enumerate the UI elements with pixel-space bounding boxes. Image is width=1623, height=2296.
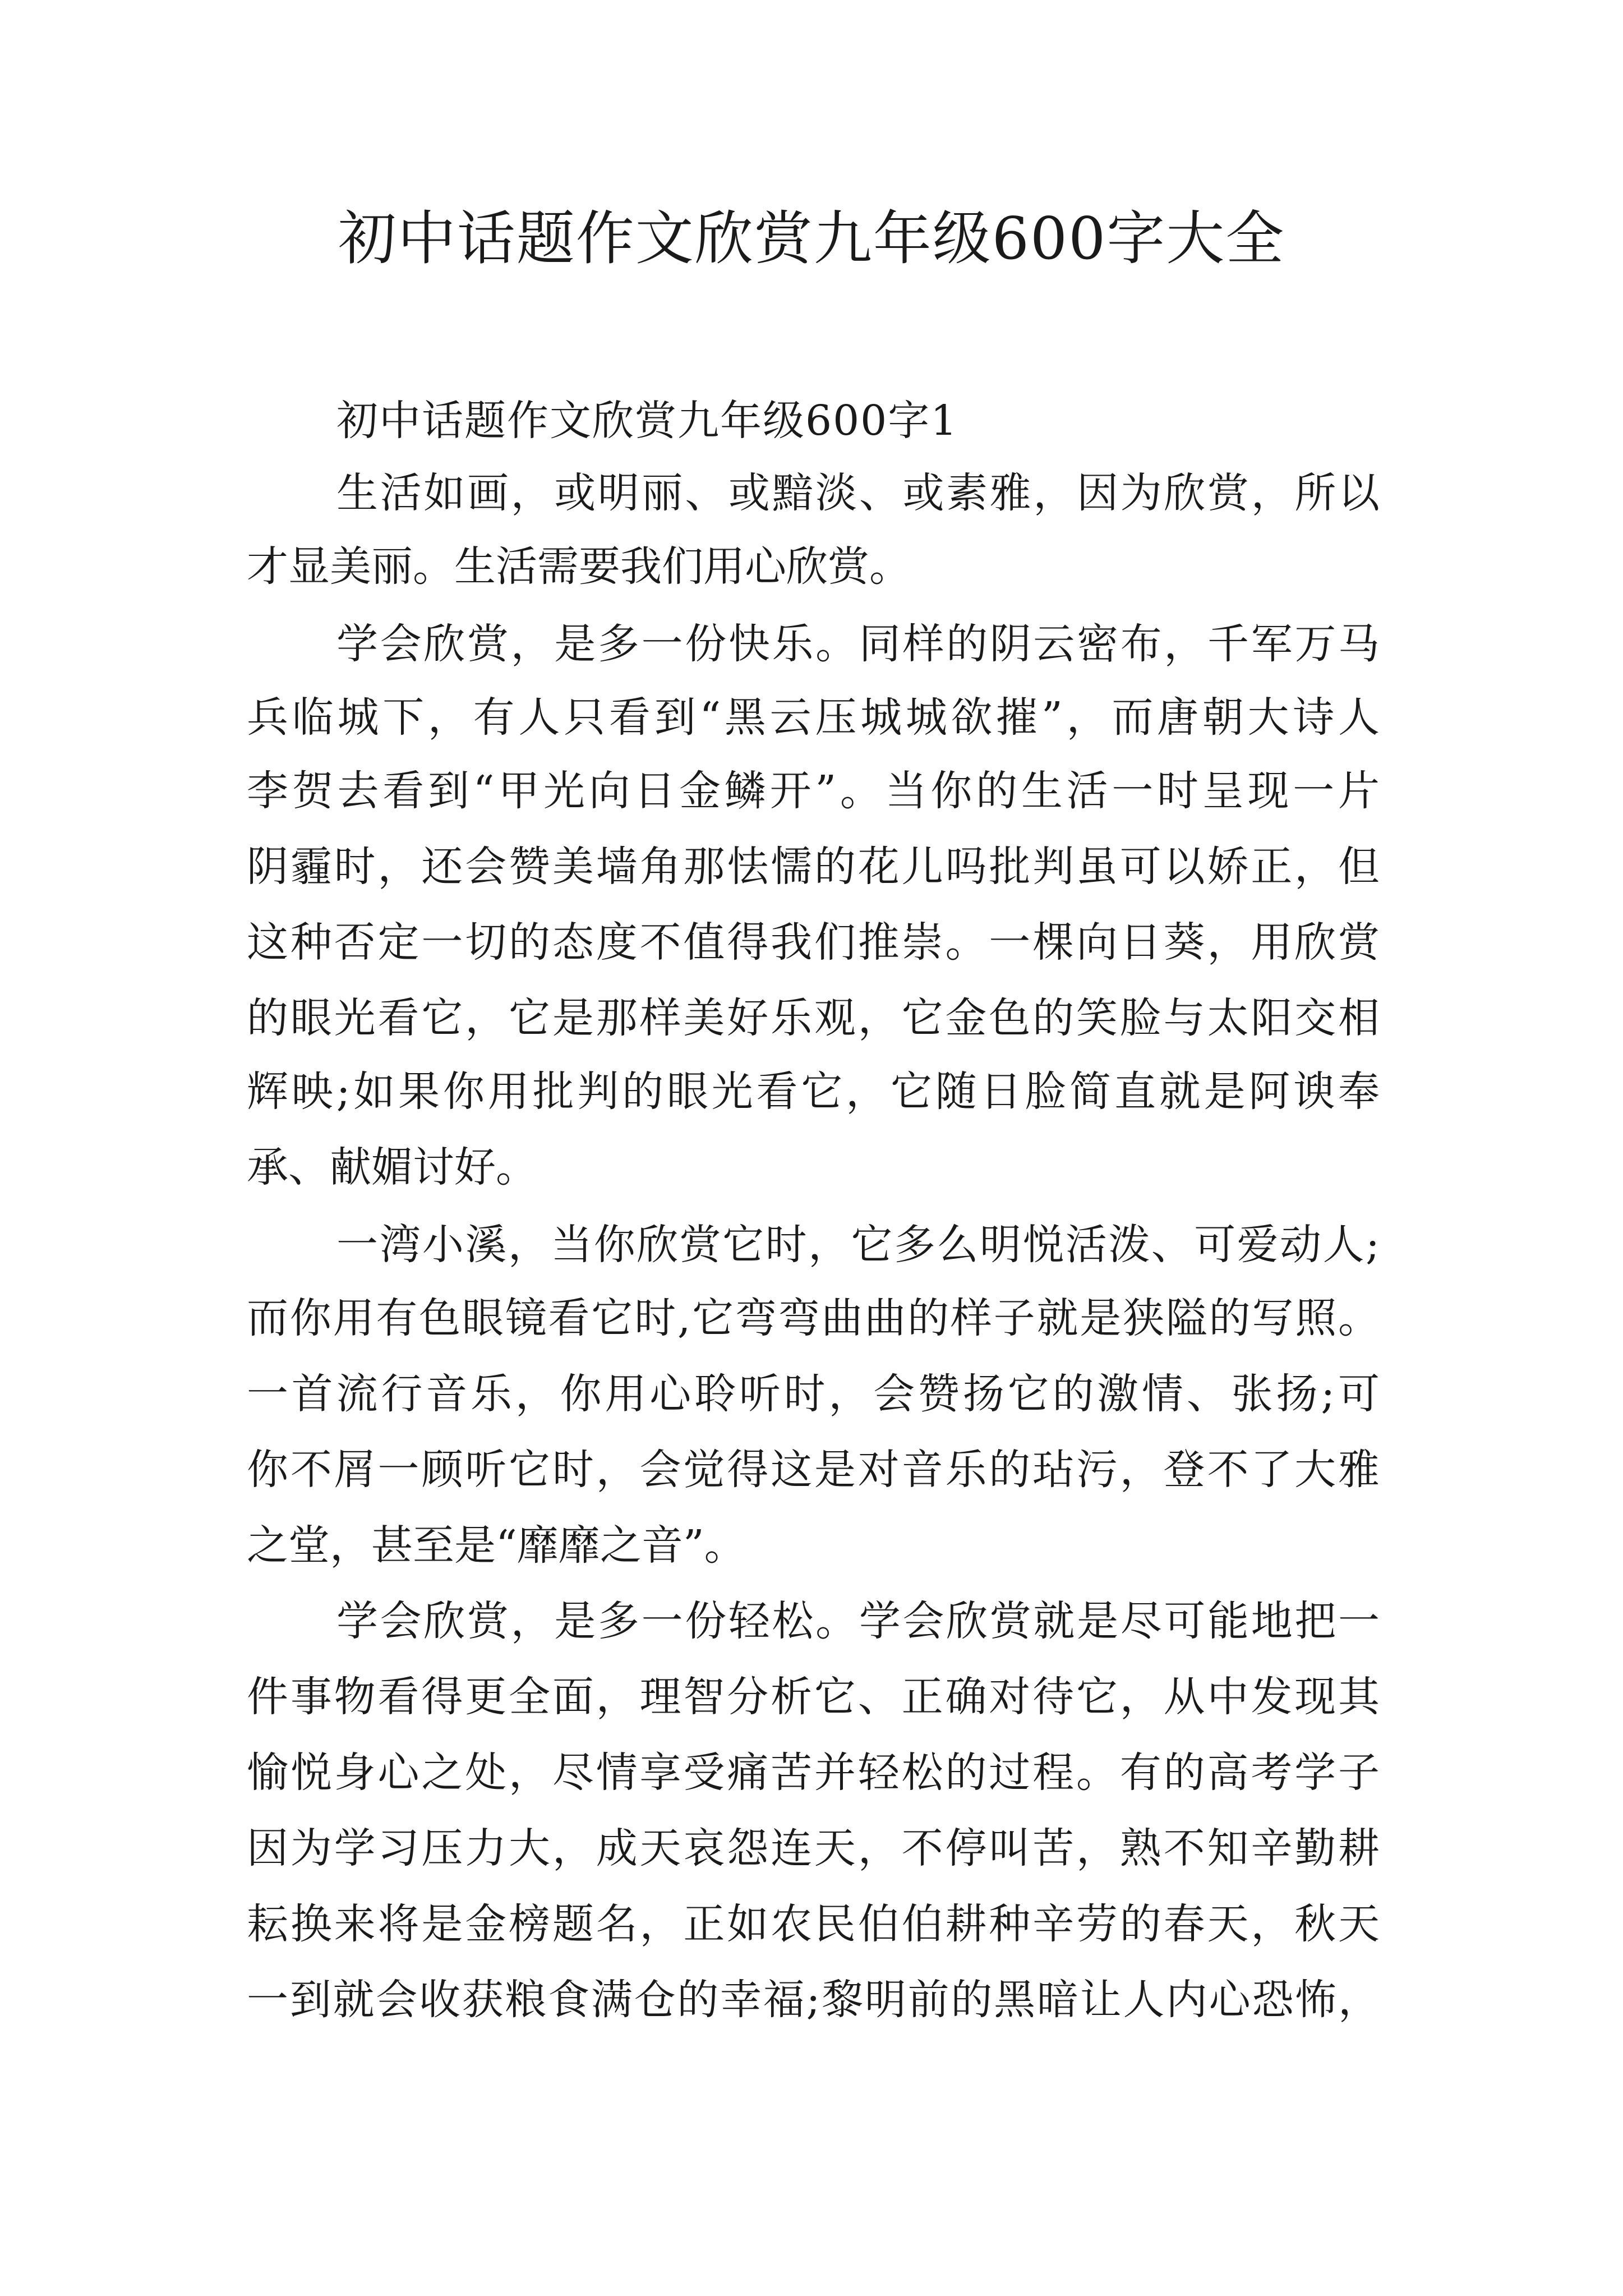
- body-line: 愉悦身心之处，尽情享受痛苦并轻松的过程。有的高考学子: [247, 1749, 1380, 1797]
- body-line: 李贺去看到“甲光向日金鳞开”。当你的生活一时呈现一片: [247, 767, 1380, 815]
- body-line: 之堂，甚至是“靡靡之音”。: [247, 1521, 746, 1570]
- body-line: 一首流行音乐，你用心聆听时，会赞扬它的激情、张扬;可: [247, 1370, 1380, 1418]
- body-line: 兵临城下，有人只看到“黑云压城城欲摧”，而唐朝大诗人: [247, 693, 1380, 742]
- document-title: 初中话题作文欣赏九年级600字大全: [338, 204, 1285, 273]
- body-line: 件事物看得更全面，理智分析它、正确对待它，从中发现其: [247, 1673, 1380, 1721]
- body-line: 你不屑一顾听它时，会觉得这是对音乐的玷污，登不了大雅: [247, 1446, 1380, 1494]
- body-line: 因为学习压力大，成天哀怨连天，不停叫苦，熟不知辛勤耕: [247, 1824, 1380, 1872]
- body-line: 才显美丽。生活需要我们用心欣赏。: [247, 542, 911, 591]
- body-line: 学会欣赏，是多一份快乐。同样的阴云密布，千军万马: [336, 620, 1380, 668]
- body-line: 耘换来将是金榜题名，正如农民伯伯耕种辛劳的春天，秋天: [247, 1900, 1380, 1948]
- body-line: 这种否定一切的态度不值得我们推崇。一棵向日葵，用欣赏: [247, 918, 1380, 967]
- body-line: 生活如画，或明丽、或黯淡、或素雅，因为欣赏，所以: [336, 469, 1380, 517]
- body-line: 而你用有色眼镜看它时,它弯弯曲曲的样子就是狭隘的写照。: [247, 1294, 1380, 1342]
- body-line: 学会欣赏，是多一份轻松。学会欣赏就是尽可能地把一: [336, 1597, 1380, 1645]
- body-line: 承、献媚讨好。: [247, 1143, 537, 1191]
- body-line: 阴霾时，还会赞美墙角那怯懦的花儿吗批判虽可以娇正，但: [247, 843, 1380, 891]
- body-line: 一到就会收获粮食满仓的幸福;黎明前的黑暗让人内心恐怖，: [247, 1976, 1380, 2024]
- body-line: 的眼光看它，它是那样美好乐观，它金色的笑脸与太阳交相: [247, 994, 1380, 1042]
- section-heading: 初中话题作文欣赏九年级600字1: [336, 397, 958, 445]
- body-line: 辉映;如果你用批判的眼光看它，它随日脸简直就是阿谀奉: [247, 1068, 1380, 1116]
- body-line: 一湾小溪，当你欣赏它时，它多么明悦活泼、可爱动人;: [336, 1221, 1380, 1269]
